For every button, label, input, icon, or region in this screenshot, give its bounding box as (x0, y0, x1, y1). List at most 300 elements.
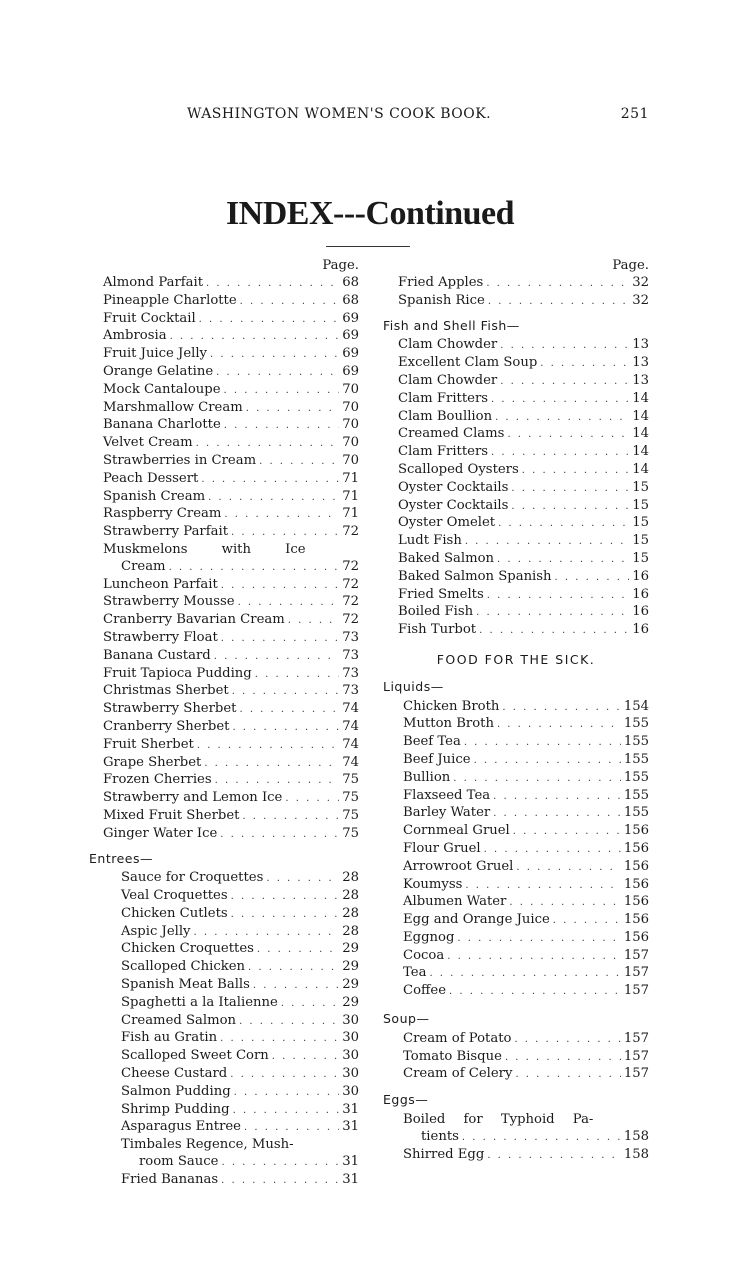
index-entry (103, 382, 359, 400)
entry-name: Fried Bananas (121, 1171, 219, 1187)
entry-name: Fruit Tapioca Pudding (103, 665, 252, 681)
left-column (89, 258, 359, 1190)
entry-name: Strawberry Float (103, 629, 218, 645)
entry-page: 75 (342, 790, 359, 806)
index-entry (103, 630, 359, 648)
entry-name: Creamed Clams (398, 426, 505, 442)
index-entry (103, 1013, 359, 1031)
index-entry (383, 1031, 649, 1049)
entry-name: Fish Turbot (398, 622, 477, 638)
index-entry (103, 346, 359, 364)
entry-page: 155 (623, 716, 649, 732)
dessert-list (103, 275, 359, 542)
entry-name: Ludt Fish (398, 533, 462, 549)
leader-dots (281, 996, 339, 1013)
leader-dots (266, 871, 339, 888)
index-entry (383, 1049, 649, 1067)
index-entry (103, 435, 359, 453)
leader-dots (242, 809, 339, 826)
index-entry (383, 948, 649, 966)
index-entry (103, 1066, 359, 1084)
index-entry (383, 391, 649, 409)
entry-page: 157 (623, 947, 649, 963)
entry-page: 70 (342, 399, 359, 415)
index-entry (103, 577, 359, 595)
index-entry (103, 400, 359, 418)
entry-name: Pineapple Charlotte (103, 292, 237, 308)
leader-dots (233, 1103, 340, 1120)
entry-page: 156 (623, 840, 649, 856)
entry-page: 155 (623, 769, 649, 785)
leader-dots (199, 312, 340, 329)
entry-page: 16 (632, 622, 649, 638)
index-entry (383, 877, 649, 895)
entry-page: 13 (632, 355, 649, 371)
index-entry (103, 453, 359, 471)
entry-name: Raspberry Cream (103, 506, 222, 522)
index-entry (383, 788, 649, 806)
index-entry (103, 666, 359, 684)
entry-name: Excellent Clam Soup (398, 355, 538, 371)
entry-page: 74 (342, 701, 359, 717)
entry-name: Cranberry Bavarian Cream (103, 612, 285, 628)
entry-page: 31 (342, 1119, 359, 1135)
entry-name: Ambrosia (103, 328, 167, 344)
entry-name: Fruit Juice Jelly (103, 346, 208, 362)
index-entry (383, 965, 649, 983)
leader-dots (220, 1031, 339, 1048)
leader-dots (214, 649, 340, 666)
leader-dots (232, 720, 339, 737)
page-column-label: Page. (322, 258, 359, 273)
index-entry (103, 1084, 359, 1102)
index-entry-line (383, 1129, 649, 1147)
entry-name: Egg and Orange Juice (403, 912, 550, 928)
entry-name: Frozen Cherries (103, 772, 212, 788)
entry-page: 30 (342, 1030, 359, 1046)
index-entry (103, 977, 359, 995)
index-title: INDEX---Continued (225, 195, 515, 232)
entry-name: Clam Chowder (398, 337, 498, 353)
entry-page: 15 (632, 497, 649, 513)
entry-name: Boiled Fish (398, 604, 474, 620)
leader-dots (194, 925, 340, 942)
entry-name: Cream of Celery (403, 1066, 513, 1082)
index-entry (103, 364, 359, 382)
index-entry (103, 737, 359, 755)
leader-dots (204, 756, 339, 773)
leader-dots (476, 605, 629, 622)
leader-dots (253, 978, 339, 995)
entry-name: Christmas Sherbet (103, 683, 229, 699)
entree-list (103, 870, 359, 1137)
leader-dots (231, 889, 340, 906)
leader-dots (498, 516, 629, 533)
leader-dots (502, 700, 620, 717)
leader-dots (238, 595, 340, 612)
index-entry (103, 1030, 359, 1048)
entry-page: 72 (342, 524, 359, 540)
entry-name: Strawberry Parfait (103, 524, 228, 540)
leader-dots (495, 410, 629, 427)
entry-page: 73 (342, 665, 359, 681)
entry-name: Cream (121, 558, 166, 574)
entry-page: 28 (342, 870, 359, 886)
entry-page: 13 (632, 337, 649, 353)
entry-name: Mixed Fruit Sherbet (103, 807, 240, 823)
entry-page: 29 (342, 959, 359, 975)
index-entry (383, 293, 649, 311)
entry-page: 14 (632, 408, 649, 424)
entry-name: room Sauce (139, 1154, 219, 1170)
index-entry (383, 859, 649, 877)
leader-dots (224, 507, 339, 524)
boiled-entry (383, 1112, 649, 1147)
entry-page: 70 (342, 435, 359, 451)
entry-page: 155 (623, 734, 649, 750)
leader-dots (453, 771, 621, 788)
index-entry (103, 612, 359, 630)
entry-name: Banana Charlotte (103, 417, 221, 433)
leader-dots (215, 773, 340, 790)
entry-page: 28 (342, 888, 359, 904)
entry-name: Creamed Salmon (121, 1012, 237, 1028)
index-entry (383, 894, 649, 912)
entry-name: Oyster Cocktails (398, 479, 509, 495)
entry-page: 28 (342, 905, 359, 921)
index-entry (383, 823, 649, 841)
entry-name: Baked Salmon (398, 550, 495, 566)
entry-page: 14 (632, 444, 649, 460)
entry-name: Ginger Water Ice (103, 825, 218, 841)
entry-name: Fruit Sherbet (103, 736, 194, 752)
entry-page: 16 (632, 568, 649, 584)
entry-page: 155 (623, 751, 649, 767)
entry-page: 30 (342, 1066, 359, 1082)
section-heading-eggs: Eggs— (383, 1092, 429, 1108)
title-rule (326, 246, 410, 247)
leader-dots (505, 1050, 621, 1067)
leader-dots (216, 365, 339, 382)
entry-page: 68 (342, 275, 359, 290)
entry-page: 71 (342, 506, 359, 522)
section-heading-entrees: Entrees— (89, 850, 153, 866)
entry-page: 74 (342, 754, 359, 770)
leader-dots (239, 1014, 339, 1031)
entry-page: 156 (623, 894, 649, 910)
index-entry (383, 551, 649, 569)
entry-name: Orange Gelatine (103, 363, 214, 379)
leader-dots (201, 472, 339, 489)
leader-dots (493, 789, 621, 806)
leader-dots (540, 356, 629, 373)
leader-dots (462, 1130, 621, 1147)
entry-page: 71 (342, 470, 359, 486)
leader-dots (488, 294, 629, 311)
leader-dots (513, 824, 621, 841)
leader-dots (224, 418, 339, 435)
index-entry (103, 293, 359, 311)
index-entry (103, 489, 359, 507)
entry-page: 73 (342, 647, 359, 663)
leader-dots (248, 960, 339, 977)
leader-dots (553, 913, 621, 930)
entry-name: Tomato Bisque (403, 1048, 502, 1064)
entry-page: 155 (623, 787, 649, 803)
entry-name: Cranberry Sherbet (103, 718, 230, 734)
entry-page: 157 (623, 1066, 649, 1082)
index-entry (103, 471, 359, 489)
leader-dots (447, 949, 621, 966)
index-entry (103, 275, 359, 293)
index-entry-line (383, 1112, 649, 1129)
entry-page: 74 (342, 718, 359, 734)
entry-name: Oyster Omelet (398, 515, 496, 531)
index-entry (103, 701, 359, 719)
leader-dots (465, 878, 620, 895)
entry-name: Peach Dessert (103, 470, 199, 486)
timbales-entry (103, 1137, 359, 1172)
entry-name: Eggnog (403, 929, 455, 945)
leader-dots (491, 392, 629, 409)
entry-page: 72 (342, 594, 359, 610)
index-entry (383, 480, 649, 498)
index-entry (383, 983, 649, 1001)
entry-name: Strawberry Sherbet (103, 701, 237, 717)
index-entry (103, 524, 359, 542)
entry-page: 72 (342, 576, 359, 592)
leader-dots (479, 623, 629, 640)
entry-name: Baked Salmon Spanish (398, 568, 552, 584)
entry-name: Spanish Cream (103, 488, 206, 504)
entry-page: 75 (342, 772, 359, 788)
entry-name: Timbales Regence, Mush- (121, 1137, 294, 1153)
leader-dots (208, 490, 339, 507)
leader-dots (234, 1085, 340, 1102)
entry-page: 155 (623, 805, 649, 821)
entry-page: 73 (342, 629, 359, 645)
entry-name: Cream of Potato (403, 1030, 512, 1046)
entry-name: Grape Sherbet (103, 754, 202, 770)
entry-name: Chicken Croquettes (121, 941, 254, 957)
index-entry (383, 770, 649, 788)
leader-dots (220, 827, 339, 844)
index-entry (383, 498, 649, 516)
entry-page: 73 (342, 683, 359, 699)
entry-name: Coffee (403, 983, 447, 999)
entry-name: Marshmallow Cream (103, 399, 243, 415)
entry-page: 156 (623, 876, 649, 892)
entry-page: 70 (342, 381, 359, 397)
entry-name: Arrowroot Gruel (403, 858, 514, 874)
entry-name: Spanish Rice (398, 292, 485, 308)
entry-page: 71 (342, 488, 359, 504)
entry-page: 29 (342, 994, 359, 1010)
entry-page: 74 (342, 736, 359, 752)
entry-page: 69 (342, 310, 359, 326)
leader-dots (221, 578, 339, 595)
entry-page: 14 (632, 426, 649, 442)
index-entry (383, 533, 649, 551)
index-entry-line (103, 559, 359, 577)
leader-dots (474, 753, 621, 770)
entry-name: Koumyss (403, 876, 463, 892)
entry-page: 14 (632, 390, 649, 406)
index-entry-line (103, 1154, 359, 1172)
entry-page: 75 (342, 807, 359, 823)
entry-page: 68 (342, 292, 359, 308)
entry-name: Banana Custard (103, 647, 211, 663)
index-entry (103, 1102, 359, 1120)
index-entry (383, 444, 649, 462)
leader-dots (206, 276, 339, 293)
index-entry (383, 515, 649, 533)
entry-name: Fried Smelts (398, 586, 484, 602)
entry-page: 16 (632, 586, 649, 602)
section-heading-fish: Fish and Shell Fish— (383, 317, 520, 333)
leader-dots (285, 791, 339, 808)
entry-page: 32 (632, 292, 649, 308)
entry-name: Cocoa (403, 947, 445, 963)
entry-name: Fish au Gratin (121, 1030, 218, 1046)
index-entry (383, 716, 649, 734)
section-heading-liquids: Liquids— (383, 678, 444, 694)
entry-page: 31 (342, 1101, 359, 1117)
section-heading-soup: Soup— (383, 1011, 430, 1027)
index-entry-line (103, 542, 359, 559)
index-entry (383, 587, 649, 605)
entry-name: Clam Fritters (398, 390, 489, 406)
leader-dots (231, 907, 340, 924)
entry-name: Clam Boullion (398, 408, 493, 424)
leader-dots (240, 294, 340, 311)
index-entry (383, 373, 649, 391)
entry-name: Barley Water (403, 805, 491, 821)
entry-name: Strawberry Mousse (103, 594, 235, 610)
leader-dots (486, 276, 629, 293)
index-entry (103, 755, 359, 773)
leader-dots (196, 436, 340, 453)
leader-dots (522, 463, 629, 480)
entry-page: 156 (623, 858, 649, 874)
leader-dots (516, 860, 620, 877)
entry-name: Strawberry and Lemon Ice (103, 790, 283, 806)
entry-page: 30 (342, 1083, 359, 1099)
leader-dots (244, 1120, 339, 1137)
entry-page: 158 (623, 1146, 649, 1162)
entry-page: 69 (342, 346, 359, 362)
index-entry (103, 1048, 359, 1066)
entry-page: 16 (632, 604, 649, 620)
entry-name: Scalloped Chicken (121, 959, 246, 975)
entry-name: Spaghetti a la Italienne (121, 994, 278, 1010)
leader-dots (555, 570, 630, 587)
entry-page: 154 (623, 698, 649, 714)
index-entry (103, 594, 359, 612)
leader-dots (500, 374, 629, 391)
leader-dots (272, 1049, 339, 1066)
index-entry (383, 622, 649, 640)
entry-name: Strawberries in Cream (103, 452, 257, 468)
entry-page: 14 (632, 461, 649, 477)
index-entry (103, 719, 359, 737)
entry-name: Almond Parfait (103, 275, 204, 290)
index-entry (103, 870, 359, 888)
leader-dots (197, 738, 339, 755)
entry-page: 28 (342, 923, 359, 939)
entry-page: 29 (342, 977, 359, 993)
index-entry (103, 826, 359, 844)
index-entry (103, 506, 359, 524)
index-entry (103, 995, 359, 1013)
index-entry (103, 328, 359, 346)
entry-name: Muskmelons with Ice (103, 541, 306, 557)
index-entry (383, 604, 649, 622)
leader-dots (465, 534, 629, 551)
index-entry (103, 808, 359, 826)
index-entry (103, 941, 359, 959)
leader-dots (511, 481, 629, 498)
leader-dots (246, 401, 340, 418)
entry-page: 15 (632, 479, 649, 495)
entry-name: Bullion (403, 769, 451, 785)
muskmelons-entry (103, 542, 359, 577)
entry-name: Scalloped Sweet Corn (121, 1048, 269, 1064)
entry-page: 69 (342, 363, 359, 379)
fish-list (383, 337, 649, 640)
entry-name: Chicken Cutlets (121, 905, 228, 921)
index-entry (103, 1172, 359, 1190)
section-heading-food-for-the-sick: FOOD FOR THE SICK. (436, 651, 596, 667)
index-entry (103, 888, 359, 906)
entry-name: Aspic Jelly (121, 923, 191, 939)
page-number: 251 (620, 106, 649, 122)
entry-page: 13 (632, 372, 649, 388)
entry-name: Flaxseed Tea (403, 787, 491, 803)
entry-name: Shirred Egg (403, 1146, 485, 1162)
index-entry (383, 1066, 649, 1084)
leader-dots (230, 1067, 339, 1084)
index-entry-line (103, 1137, 359, 1154)
leader-dots (239, 702, 339, 719)
leader-dots (257, 942, 339, 959)
entry-name: Fruit Cocktail (103, 310, 196, 326)
entry-page: 31 (342, 1154, 359, 1170)
index-entry (383, 734, 649, 752)
index-entry (383, 337, 649, 355)
entry-page: 15 (632, 550, 649, 566)
index-entry (383, 752, 649, 770)
top-list (383, 275, 649, 311)
entry-name: tients (421, 1128, 459, 1144)
leader-dots (255, 667, 339, 684)
leader-dots (457, 931, 620, 948)
right-column (383, 258, 649, 1164)
index-entry (383, 930, 649, 948)
entry-page: 29 (342, 941, 359, 957)
entry-page: 157 (623, 983, 649, 999)
entry-page: 30 (342, 1048, 359, 1064)
book-title: WASHINGTON WOMEN'S COOK BOOK. (187, 106, 492, 122)
index-entry (383, 426, 649, 444)
leader-dots (497, 717, 621, 734)
entry-name: Fried Apples (398, 275, 484, 290)
entry-name: Asparagus Entree (121, 1119, 241, 1135)
leader-dots (515, 1067, 620, 1084)
leader-dots (500, 338, 629, 355)
leader-dots (484, 842, 621, 859)
entry-name: Mutton Broth (403, 716, 494, 732)
